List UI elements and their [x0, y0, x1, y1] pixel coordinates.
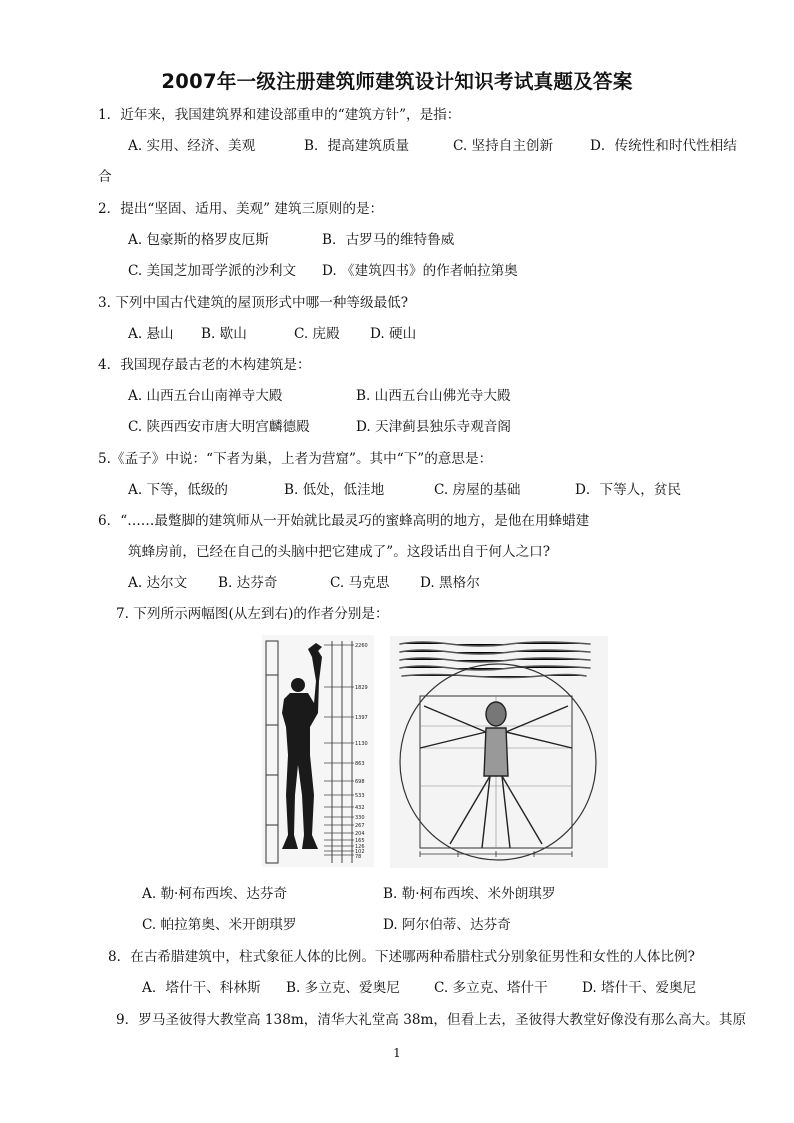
page-number: 1: [393, 1046, 401, 1060]
question-7-option-b: B. 勒·柯布西埃、米外朗琪罗: [383, 886, 556, 902]
modulor-number: 78: [355, 854, 362, 860]
question-3-option-a: A. 悬山: [128, 326, 174, 342]
modulor-number: 432: [355, 805, 365, 811]
page-title: 2007年一级注册建筑师建筑设计知识考试真题及答案: [161, 70, 633, 93]
question-4-stem: 4．我国现存最古老的木构建筑是：: [98, 357, 311, 373]
question-4-option-a: A. 山西五台山南禅寺大殿: [128, 388, 283, 404]
question-8-option-b: B. 多立克、爱奥尼: [286, 980, 400, 996]
question-4-option-c: C. 陕西西安市唐大明宫麟德殿: [128, 419, 310, 435]
vitruvian-man-figure: [390, 636, 608, 868]
question-5-option-a: A. 下等，低级的: [128, 482, 229, 498]
question-7-option-d: D. 阿尔伯蒂、达芬奇: [383, 917, 511, 933]
question-6-option-d: D. 黑格尔: [420, 575, 480, 591]
question-6-option-a: A. 达尔文: [128, 575, 188, 591]
question-7-option-c: C. 帕拉第奥、米开朗琪罗: [142, 917, 297, 933]
question-5-option-d: D．下等人，贫民: [575, 482, 682, 498]
modulor-number: 1130: [355, 741, 368, 747]
question-3-option-b: B. 歇山: [201, 326, 247, 342]
question-3-option-d: D. 硬山: [370, 326, 417, 342]
modulor-number: 267: [355, 823, 365, 829]
question-2-option-a: A. 包豪斯的格罗皮厄斯: [128, 232, 269, 248]
modulor-number: 204: [355, 831, 365, 837]
modulor-number: 102: [355, 849, 365, 855]
question-3-stem: 3. 下列中国古代建筑的屋顶形式中哪一种等级最低?: [98, 295, 409, 311]
modulor-number: 126: [355, 844, 365, 850]
question-5-option-c: C. 房屋的基础: [434, 482, 521, 498]
question-2-stem: 2．提出“坚固、适用、美观” 建筑三原则的是：: [98, 201, 384, 217]
modulor-number: 533: [355, 793, 365, 799]
question-2-option-c: C. 美国芝加哥学派的沙利文: [128, 263, 297, 279]
question-1-wrap: 合: [98, 169, 112, 185]
question-5-option-b: B. 低处，低洼地: [284, 482, 385, 498]
question-6-option-c: C. 马克思: [330, 575, 390, 591]
question-1-option-b: B．提高建筑质量: [304, 138, 410, 154]
question-1-option-a: A. 实用、经济、美观: [128, 138, 256, 154]
question-6-option-b: B. 达芬奇: [218, 575, 278, 591]
modulor-number: 1397: [355, 715, 368, 721]
question-6-stem: 6．“……最蹩脚的建筑师从一开始就比最灵巧的蜜蜂高明的地方，是他在用蜂蜡建: [98, 513, 590, 529]
modulor-number: 2260: [355, 643, 368, 649]
question-8-option-d: D. 塔什干、爱奥尼: [582, 980, 697, 996]
question-4-option-b: B. 山西五台山佛光寺大殿: [356, 388, 511, 404]
question-1-option-d: D．传统性和时代性相结: [590, 138, 737, 154]
modulor-number: 1829: [355, 685, 368, 691]
modulor-figure: [262, 635, 374, 867]
question-1-stem: 1．近年来，我国建筑界和建设部重申的“建筑方针”，是指：: [98, 107, 461, 123]
question-8-stem: 8．在古希腊建筑中，柱式象征人体的比例。下述哪两种希腊柱式分别象征男性和女性的人体比例?: [108, 949, 695, 965]
question-8-option-a: A．塔什干、科林斯: [142, 980, 261, 996]
modulor-number: 330: [355, 815, 365, 821]
question-7-stem: 7. 下列所示两幅图(从左到右)的作者分别是：: [116, 606, 389, 622]
question-2-option-b: B．古罗马的维特鲁威: [322, 232, 455, 248]
question-7-option-a: A. 勒·柯布西埃、达芬奇: [142, 886, 288, 902]
question-4-option-d: D. 天津蓟县独乐寺观音阁: [356, 419, 511, 435]
question-5-stem: 5.《孟子》中说：“下者为巢，上者为营窟”。其中“下”的意思是：: [98, 451, 493, 467]
modulor-number: 698: [355, 779, 365, 785]
question-9-stem: 9．罗马圣彼得大教堂高 138m，清华大礼堂高 38m，但看上去，圣彼得大教堂好像没有那么高大。其原: [116, 1012, 747, 1028]
question-3-option-c: C. 庑殿: [294, 326, 340, 342]
question-6-stem-continued: 筑蜂房前，已经在自己的头脑中把它建成了”。这段话出自于何人之口?: [128, 544, 551, 560]
modulor-number: 863: [355, 761, 365, 767]
modulor-number: 165: [355, 838, 365, 844]
question-1-option-c: C. 坚持自主创新: [453, 138, 554, 154]
question-2-option-d: D. 《建筑四书》的作者帕拉第奥: [322, 263, 518, 279]
question-8-option-c: C. 多立克、塔什干: [434, 980, 548, 996]
